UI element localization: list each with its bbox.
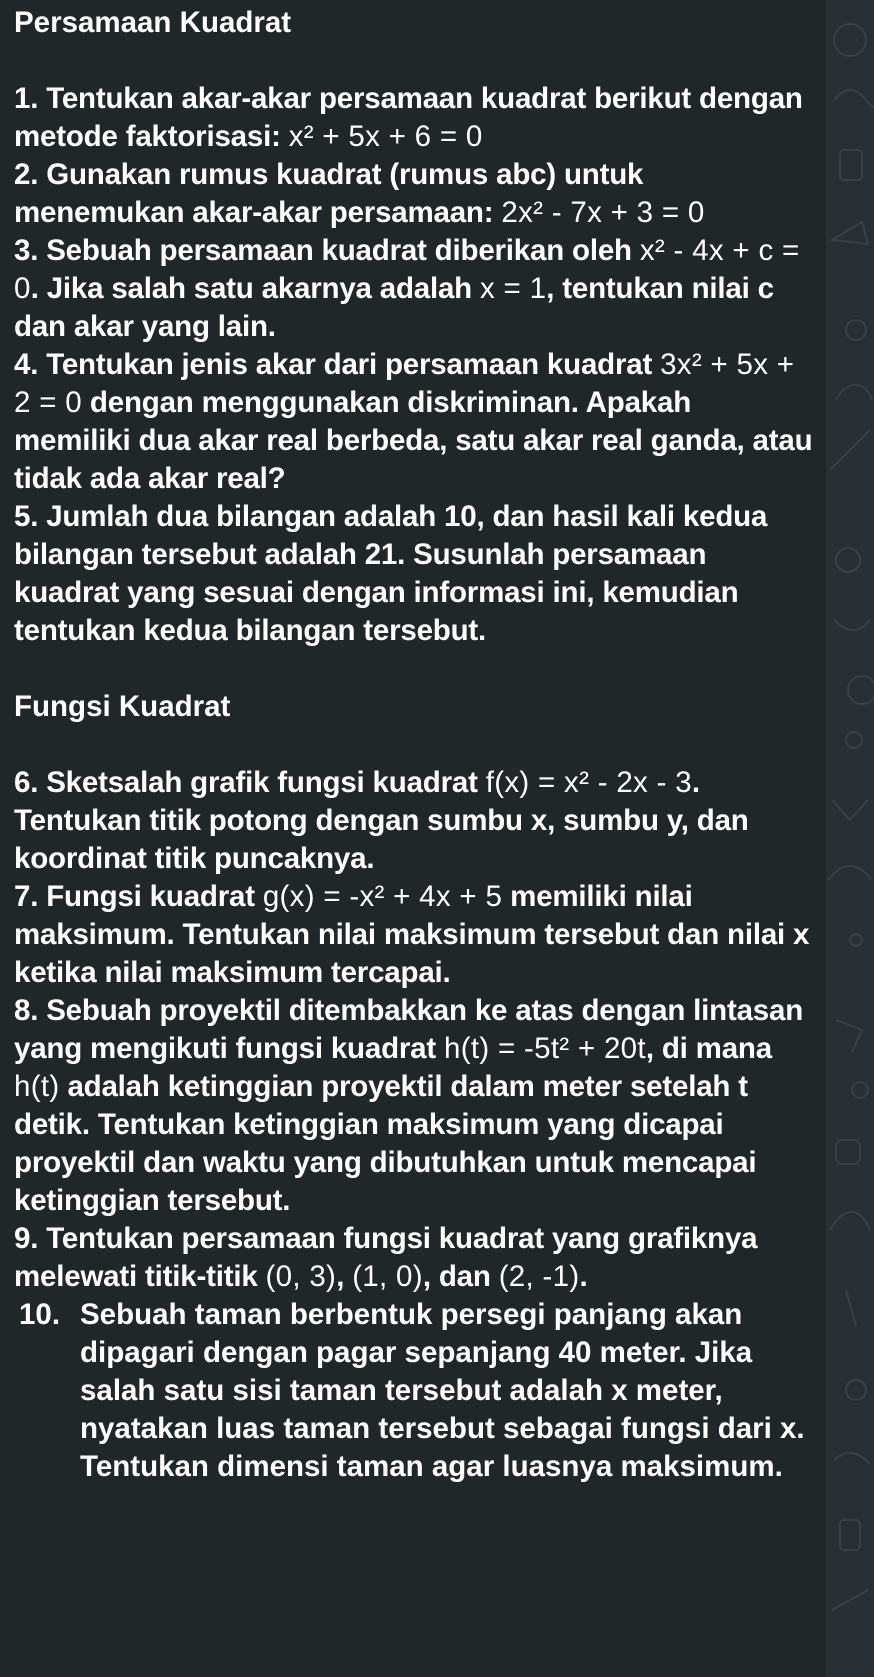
question-item [14, 80, 814, 156]
question-number: 10. [19, 1298, 61, 1331]
question-text: 8. Sebuah proyektil ditembakkan ke atas dengan lintasan yang mengikuti fungsi kuadrat [14, 994, 804, 1065]
math-expression: f(x) = x² - 2x - 3 [485, 766, 692, 799]
question-text: . [579, 1260, 588, 1293]
question-text: . Jika salah satu akarnya adalah [30, 272, 480, 305]
question-item [14, 498, 814, 650]
section-title-fungsi-kuadrat: Fungsi Kuadrat [14, 690, 231, 723]
question-list-2 [14, 764, 814, 1296]
question-text: 9. Tentukan persamaan fungsi kuadrat yang grafiknya melewati titik-titik [14, 1222, 758, 1293]
question-item [14, 232, 814, 346]
math-expression: 2x² - 7x + 3 = 0 [501, 196, 705, 229]
question-text: adalah ketinggian proyektil dalam meter setelah t detik. Tentukan ketinggian maksimum yang dicapai proyektil dan waktu yang dibutuhkan untuk mencapai ketinggian tersebut. [14, 1070, 757, 1217]
math-expression: 3x² + 5x + 2 = 0 [14, 348, 795, 419]
math-expression: (1, 0) [352, 1260, 423, 1293]
question-text: , di mana [645, 1032, 772, 1065]
math-expression: h(t) = -5t² + 20t [444, 1032, 646, 1065]
question-text: 5. Jumlah dua bilangan adalah 10, dan hasil kali kedua bilangan tersebut adalah 21. Susunlah persamaan kuadrat yang sesuai dengan informasi ini, kemudian tentukan kedua bilangan tersebut. [14, 500, 768, 647]
question-item-10 [19, 1296, 814, 1486]
pattern-doodle-icon [826, 0, 874, 1677]
math-expression: (0, 3) [265, 1260, 337, 1293]
question-text: 6. Sketsalah grafik fungsi kuadrat [14, 766, 486, 799]
question-text: . Tentukan titik potong dengan sumbu x, sumbu y, dan koordinat titik puncaknya. [14, 766, 749, 875]
section-title-persamaan-kuadrat: Persamaan Kuadrat [14, 6, 292, 39]
question-item [14, 764, 814, 878]
question-item [14, 1220, 814, 1296]
question-text: 1. Tentukan akar-akar persamaan kuadrat berikut dengan metode faktorisasi: [14, 82, 803, 153]
question-text: 4. Tentukan jenis akar dari persamaan kuadrat [14, 348, 661, 381]
math-expression: g(x) = -x² + 4x + 5 [262, 880, 503, 913]
question-text: dengan menggunakan diskriminan. Apakah memiliki dua akar real berbeda, satu akar real ganda, atau tidak ada akar real? [14, 386, 813, 495]
question-text: , dan [422, 1260, 499, 1293]
question-text: 7. Fungsi kuadrat [14, 880, 263, 913]
question-text: 2. Gunakan rumus kuadrat (rumus abc) untuk menemukan akar-akar persamaan: [14, 158, 644, 229]
question-item [14, 878, 814, 992]
question-item [14, 346, 814, 498]
question-item [14, 156, 814, 232]
question-list-1 [14, 80, 814, 650]
question-text: , tentukan nilai c dan akar yang lain. [14, 272, 774, 343]
math-expression: x = 1 [480, 272, 547, 305]
question-text: Sebuah taman berbentuk persegi panjang akan dipagari dengan pagar sepanjang 40 meter. Jika salah satu sisi taman tersebut adalah x meter, nyatakan luas taman tersebut sebagai fungsi dari x. Tentukan dimensi taman agar luasnya maksimum. [80, 1298, 805, 1483]
math-expression: h(t) [14, 1070, 60, 1103]
message-text [14, 0, 814, 1486]
math-expression: x² + 5x + 6 = 0 [288, 120, 483, 153]
question-text: memiliki nilai maksimum. Tentukan nilai maksimum tersebut dan nilai x ketika nilai maksimum tercapai. [14, 880, 810, 989]
math-expression: (2, -1) [498, 1260, 580, 1293]
math-expression: x² - 4x + c = 0 [14, 234, 800, 305]
question-text: , [336, 1260, 353, 1293]
question-item [14, 992, 814, 1220]
question-text: 3. Sebuah persamaan kuadrat diberikan oleh [14, 234, 640, 267]
